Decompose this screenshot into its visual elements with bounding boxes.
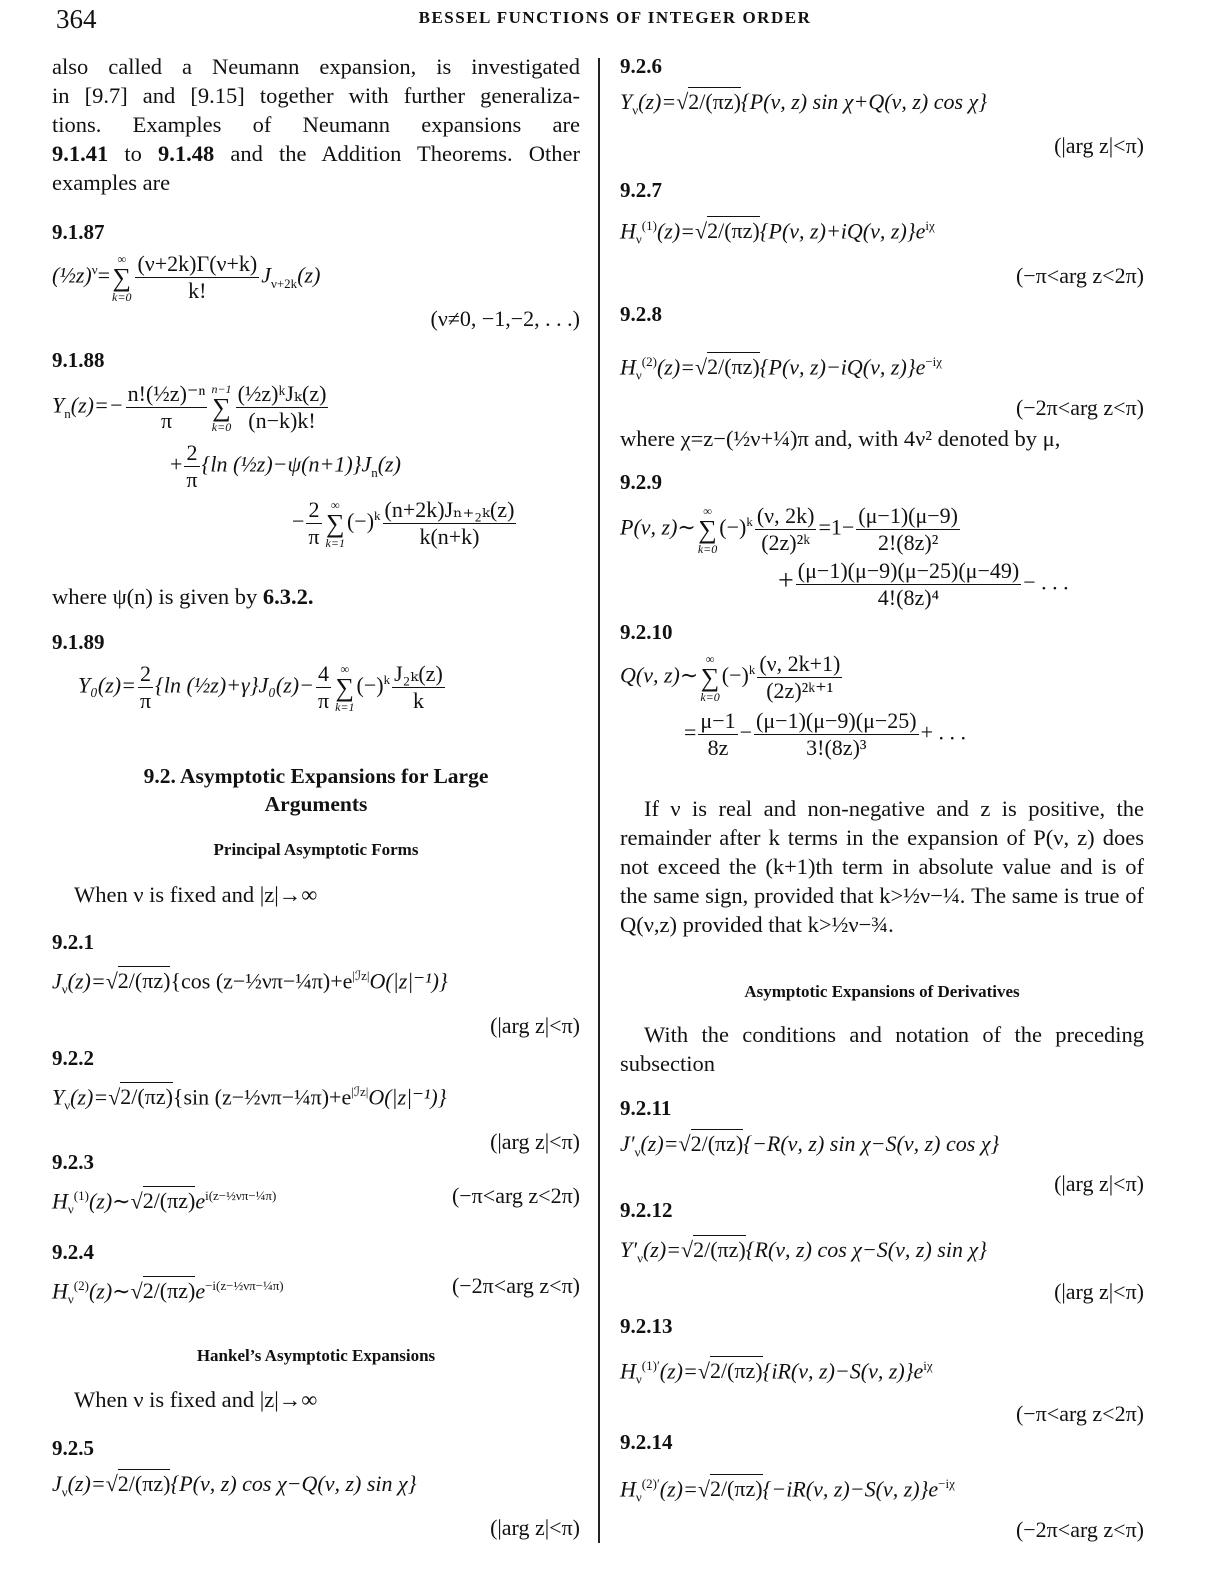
equation-line-1	[620, 651, 1144, 704]
exponent: i(z−½νπ−¼π)	[205, 1188, 277, 1203]
numerator: (μ−1)(μ−9)	[858, 503, 959, 528]
summation	[700, 652, 719, 704]
exponent: −iχ	[925, 354, 943, 369]
order-superscript: (1)′	[641, 1358, 660, 1373]
equation-body	[52, 1271, 580, 1315]
fraction	[236, 381, 329, 434]
fraction	[856, 503, 960, 556]
lhs: H	[52, 1278, 68, 1304]
lhs: Y	[52, 392, 65, 418]
sign: (−)	[719, 514, 747, 540]
denominator: 2!(8z)²	[877, 530, 939, 555]
exponent: k	[748, 662, 756, 678]
exponent: −iχ	[938, 1476, 955, 1491]
term: {ln (½z)+γ}J₀(z)−	[155, 672, 314, 698]
equation-line-2	[52, 440, 580, 493]
argument: (z)∼√	[88, 1278, 143, 1304]
numerator: (μ−1)(μ−9)(μ−25)	[756, 708, 917, 733]
condition: (ν≠0, −1,−2, . . .)	[430, 306, 580, 331]
equation-number: 9.2.5	[52, 1436, 94, 1460]
lhs: J	[52, 1471, 62, 1496]
equation-number: 9.2.9	[620, 470, 662, 494]
denominator: π	[317, 688, 330, 713]
equation-9-2-1	[52, 930, 580, 1039]
fraction	[184, 440, 199, 493]
sum-upper: ∞	[703, 503, 712, 518]
subscript: n	[64, 405, 71, 421]
lhs: Y₀(z)=	[78, 672, 136, 698]
sum-lower: k=0	[697, 541, 718, 556]
equation-9-2-9	[620, 470, 1144, 611]
term: {cos (z−½νπ−¼π)+e	[170, 968, 353, 994]
condition: (|arg z|<π)	[1054, 133, 1144, 159]
square-root: 2/(πz)	[117, 1471, 171, 1496]
term: {R(ν, z) cos χ−S(ν, z) sin χ}	[745, 1237, 987, 1262]
sum-lower: k=1	[325, 535, 345, 550]
equation-line-2	[620, 558, 1144, 611]
square-root: 2/(πz)	[688, 89, 741, 114]
square-root: 2/(πz)	[709, 1358, 763, 1384]
exponent: iχ	[925, 218, 935, 233]
equation-body	[52, 1181, 580, 1225]
square-root: 2/(πz)	[707, 354, 760, 380]
subscript: ν	[67, 1201, 74, 1217]
argument: (z)=√	[638, 89, 689, 114]
equation-ref: 9.1.48	[158, 141, 215, 166]
text-line	[52, 139, 580, 168]
numerator: (ν, 2k)	[756, 503, 815, 528]
denominator: π	[139, 688, 152, 713]
subscript: ν	[61, 981, 68, 997]
equals: =	[97, 262, 111, 288]
argument: (z)∼√	[88, 1188, 143, 1214]
condition: (|arg z|<π)	[1054, 1171, 1144, 1197]
square-root: 2/(πz)	[690, 1131, 744, 1156]
section-title-line: 9.2. Asymptotic Expansions for Large	[143, 764, 489, 788]
fraction	[306, 497, 321, 550]
denominator: π	[186, 467, 198, 492]
text-line: tions. Examples of Neumann expansions are	[52, 112, 580, 137]
equation-9-2-4	[52, 1240, 580, 1315]
equation-ref: 6.3.2.	[262, 584, 314, 609]
lhs: H	[620, 354, 636, 380]
equation-number: 9.2.12	[620, 1198, 673, 1222]
remainder-paragraph: If ν is real and non-negative and z is positive, the remainder after k terms in the expansion of P(ν, z) does not exceed the (k+1)th term in absolute value and is of the same sign, provided that k>½ν−¼. The same is true of Q(ν,z) provided that k>½ν−¾.	[620, 796, 1144, 937]
order-superscript: (2)	[641, 354, 657, 369]
denominator: k(n+k)	[419, 524, 480, 549]
sigma-icon: ∑	[335, 672, 355, 702]
summation	[112, 252, 131, 304]
lhs: J	[52, 968, 62, 994]
numerator: (μ−1)(μ−9)(μ−25)(μ−49)	[797, 558, 1020, 583]
equation-body	[620, 211, 1144, 255]
subsection-title-hankel: Hankel’s Asymptotic Expansions	[196, 1346, 436, 1365]
numerator: (½z)ᵏJₖ(z)	[237, 381, 327, 406]
minus: −	[739, 719, 753, 745]
summation	[326, 498, 345, 550]
sigma-icon: ∑	[698, 514, 717, 544]
equation-line-2	[620, 708, 1144, 761]
sum-lower: k=0	[700, 689, 720, 704]
equation-9-2-5	[52, 1436, 580, 1541]
equation-body	[52, 661, 580, 714]
equation-9-2-8	[620, 302, 1144, 421]
equation-9-2-10	[620, 620, 1144, 761]
running-title: BESSEL FUNCTIONS OF INTEGER ORDER	[418, 8, 812, 27]
numerator: 2	[184, 440, 199, 467]
sum-upper: ∞	[340, 661, 350, 676]
intro-paragraph	[52, 52, 580, 197]
equation-9-2-11	[620, 1096, 1144, 1197]
sigma-icon: ∑	[325, 508, 345, 538]
numerator: 2	[138, 661, 153, 688]
equation-body	[620, 1129, 1144, 1167]
lhs: Y	[52, 1084, 65, 1110]
equation-number: 9.2.8	[620, 302, 662, 326]
subscript: ν	[67, 1291, 74, 1307]
subscript: ν+2k	[270, 275, 298, 291]
denominator: 3!(8z)³	[806, 735, 867, 760]
fraction	[698, 708, 737, 761]
plus: +	[778, 565, 794, 597]
term: {P(ν, z) cos χ−Q(ν, z) sin χ}	[170, 1471, 417, 1496]
numerator: n!(½z)⁻ⁿ	[127, 381, 206, 406]
sum-upper: ∞	[330, 497, 340, 512]
term: e	[195, 1188, 206, 1214]
denominator: 8z	[707, 735, 729, 760]
argument: (z)=√	[640, 1131, 691, 1156]
equation-9-1-88	[52, 348, 580, 550]
equation-number: 9.2.7	[620, 178, 662, 202]
fraction	[392, 661, 445, 714]
equation-number: 9.1.89	[52, 630, 105, 654]
equation-body	[52, 1469, 580, 1507]
equation-body	[620, 1235, 1144, 1273]
sigma-icon: ∑	[212, 392, 231, 422]
argument: (z)=√	[659, 1358, 710, 1384]
term: {iR(ν, z)−S(ν, z)}e	[762, 1358, 924, 1384]
argument: (z)=√	[642, 1237, 694, 1262]
term: {P(ν, z)−iQ(ν, z)}e	[759, 354, 926, 380]
subscript: ν	[64, 1097, 71, 1113]
exponent: |ℐz|	[351, 1084, 369, 1099]
order-superscript: (2)′	[641, 1476, 660, 1491]
fraction	[755, 503, 817, 556]
term: {P(ν, z) sin χ+Q(ν, z) cos χ}	[740, 89, 988, 114]
denominator: π	[161, 408, 173, 433]
equals: =	[684, 719, 697, 745]
where-psi-text	[52, 582, 314, 611]
exponent: k	[383, 672, 391, 688]
square-root: 2/(πz)	[693, 1237, 746, 1262]
equation-number: 9.1.87	[52, 220, 105, 244]
subscript: n	[371, 464, 378, 480]
subscript: ν	[635, 1489, 642, 1505]
condition: (−2π<arg z<π)	[1015, 394, 1144, 420]
argument: (z)=√	[656, 218, 708, 244]
term: =1−	[818, 514, 855, 540]
plus: +	[170, 451, 183, 477]
text: to	[108, 141, 158, 166]
text: and the Addition Theorems. Other	[214, 141, 580, 166]
denominator: (n−k)k!	[248, 408, 316, 433]
lhs: (½z)	[52, 262, 92, 288]
fraction	[316, 661, 331, 714]
fraction	[126, 381, 208, 434]
lhs: J′	[620, 1131, 635, 1156]
equation-line-1	[52, 381, 580, 434]
ellipsis: − . . .	[1023, 569, 1069, 595]
condition: (−π<arg z<2π)	[451, 1183, 580, 1208]
condition: (−π<arg z<2π)	[1015, 1400, 1144, 1426]
sign: (−)	[356, 672, 384, 698]
sigma-icon: ∑	[700, 662, 720, 692]
argument: (z)=√	[656, 354, 708, 380]
page-number: 364	[56, 4, 97, 34]
term: e	[195, 1278, 206, 1304]
lhs: H	[620, 1476, 636, 1502]
condition: (−π<arg z<2π)	[1015, 262, 1144, 288]
lhs: Q(ν, z)∼	[620, 662, 699, 688]
exponent: iχ	[923, 1358, 933, 1373]
square-root: 2/(πz)	[707, 218, 760, 244]
equation-number: 9.2.4	[52, 1240, 94, 1264]
ellipsis: + . . .	[920, 719, 967, 745]
numerator: 2	[306, 497, 321, 524]
denominator: π	[308, 524, 320, 549]
fraction	[754, 708, 919, 761]
sign: (−)	[346, 508, 375, 534]
equation-number: 9.2.6	[620, 54, 662, 78]
term: {ln (½z)−ψ(n+1)}J	[201, 451, 372, 477]
term: {−iR(ν, z)−S(ν, z)}e	[762, 1476, 939, 1502]
argument: (z)=√	[70, 1084, 121, 1110]
summation	[335, 662, 354, 714]
order-superscript: (1)	[73, 1188, 89, 1203]
lhs: H	[52, 1188, 68, 1214]
equation-body	[52, 961, 580, 1005]
text-line: also called a Neumann expansion, is investigated	[52, 54, 580, 79]
exponent: −i(z−½νπ−¼π)	[205, 1278, 284, 1293]
term: {−R(ν, z) sin χ−S(ν, z) cos χ}	[743, 1131, 1000, 1156]
subscript: ν	[635, 1371, 642, 1387]
subscript: ν	[635, 231, 642, 247]
subscript: ν	[61, 1484, 68, 1500]
lhs: H	[620, 218, 636, 244]
argument: (z)	[377, 451, 401, 477]
equation-9-2-3	[52, 1150, 580, 1225]
equation-ref: 9.1.41	[52, 141, 109, 166]
fraction	[383, 497, 517, 550]
subscript: ν	[632, 102, 639, 118]
denominator: 4!(8z)⁴	[877, 585, 940, 610]
numerator: J₂ₖ(z)	[394, 661, 443, 686]
equation-body	[620, 1469, 1144, 1513]
subsection-title-principal: Principal Asymptotic Forms	[213, 840, 419, 859]
sum-upper: ∞	[117, 251, 127, 266]
numerator: μ−1	[700, 708, 736, 733]
square-root: 2/(πz)	[709, 1476, 763, 1502]
sum-lower: k=0	[112, 289, 132, 304]
lhs: P(ν, z)∼	[620, 514, 696, 540]
equation-number: 9.2.10	[620, 620, 673, 644]
bessel-j: J	[261, 262, 271, 288]
equation-number: 9.2.1	[52, 930, 94, 954]
equation-number: 9.2.2	[52, 1046, 94, 1070]
equation-line-1	[620, 503, 1144, 556]
derivatives-intro: With the conditions and notation of the preceding subsection	[620, 1022, 1144, 1076]
text-line: examples are	[52, 170, 171, 195]
equation-9-2-2	[52, 1046, 580, 1155]
equation-number: 9.2.13	[620, 1314, 673, 1338]
square-root: 2/(πz)	[117, 968, 171, 994]
summation	[211, 382, 231, 434]
section-title	[52, 762, 580, 818]
condition-text: When ν is fixed and |z|→∞	[74, 1387, 318, 1412]
equation-body	[620, 87, 1144, 125]
fraction	[796, 558, 1021, 611]
square-root: 2/(πz)	[142, 1188, 196, 1214]
equation-line-3	[52, 497, 580, 550]
column-divider	[598, 58, 600, 1543]
condition: (−2π<arg z<π)	[451, 1273, 580, 1298]
equation-9-2-14	[620, 1430, 1144, 1543]
condition: (|arg z|<π)	[1054, 1279, 1144, 1305]
condition: (|arg z|<π)	[490, 1128, 580, 1154]
subsection-title-derivatives: Asymptotic Expansions of Derivatives	[744, 982, 1020, 1001]
equation-body	[620, 1351, 1144, 1395]
condition-text: When ν is fixed and |z|→∞	[74, 882, 318, 907]
sum-upper: ∞	[705, 651, 715, 666]
term: O(|z|⁻¹)}	[369, 968, 448, 994]
equation-number: 9.1.88	[52, 348, 105, 372]
denominator: (2z)²ᵏ⁺¹	[766, 678, 834, 703]
equation-body	[52, 1077, 580, 1121]
fraction	[135, 251, 259, 304]
numerator: (ν+2k)Γ(ν+k)	[137, 251, 258, 276]
lhs: H	[620, 1358, 636, 1384]
equation-number: 9.2.3	[52, 1150, 94, 1174]
numerator: 4	[316, 661, 331, 688]
denominator: k	[412, 688, 424, 713]
sign: (−)	[721, 662, 749, 688]
order-superscript: (2)	[73, 1278, 89, 1293]
equation-number: 9.2.11	[620, 1096, 672, 1120]
square-root: 2/(πz)	[120, 1084, 173, 1110]
argument: (z)=√	[67, 1471, 118, 1496]
section-title-line: Arguments	[264, 792, 368, 816]
where-chi-text: where χ=z−(½ν+¼)π and, with 4ν² denoted by μ,	[620, 426, 1061, 451]
square-root: 2/(πz)	[142, 1278, 196, 1304]
denominator: k!	[188, 278, 207, 303]
sum-lower: k=1	[335, 699, 355, 714]
condition: (|arg z|<π)	[490, 1012, 580, 1038]
argument: (z)	[297, 262, 321, 288]
text: where ψ(n) is given by	[52, 584, 263, 609]
condition: (|arg z|<π)	[490, 1515, 580, 1541]
numerator: (ν, 2k+1)	[759, 651, 841, 676]
subscript: ν	[637, 1250, 643, 1266]
condition: (−2π<arg z<π)	[1015, 1516, 1144, 1542]
sigma-icon: ∑	[112, 262, 132, 292]
denominator: (2z)²ᵏ	[761, 530, 811, 555]
fraction	[757, 651, 842, 704]
exponent: |ℐz|	[352, 968, 370, 983]
summation	[698, 504, 717, 556]
argument: (z)=√	[659, 1476, 710, 1502]
term: O(|z|⁻¹)}	[368, 1084, 447, 1110]
fraction	[138, 661, 153, 714]
equation-body	[620, 347, 1144, 391]
equation-9-1-89	[52, 630, 580, 714]
equation-9-2-6	[620, 54, 1144, 159]
exponent: k	[746, 514, 753, 530]
minus: −	[292, 508, 305, 534]
text-line: in [9.7] and [9.15] together with further generaliza-	[52, 83, 580, 108]
equation-body	[52, 251, 580, 304]
argument: (z)=−	[70, 392, 124, 418]
sum-lower: k=0	[211, 419, 232, 434]
argument: (z)=√	[67, 968, 118, 994]
equation-9-2-12	[620, 1198, 1144, 1305]
equation-number: 9.2.14	[620, 1430, 673, 1454]
subscript: ν	[635, 367, 642, 383]
numerator: (n+2k)Jₙ₊₂ₖ(z)	[384, 497, 515, 522]
equation-9-2-13	[620, 1314, 1144, 1427]
lhs: Y	[620, 89, 633, 114]
term: {sin (z−½νπ−¼π)+e	[172, 1084, 352, 1110]
sum-upper: n−1	[211, 381, 232, 396]
equation-9-2-7	[620, 178, 1144, 289]
equation-9-1-87	[52, 220, 580, 332]
term: {P(ν, z)+iQ(ν, z)}e	[759, 218, 926, 244]
order-superscript: (1)	[641, 218, 657, 233]
exponent: ν	[91, 262, 98, 278]
lhs: Y′	[620, 1237, 638, 1262]
exponent: k	[374, 508, 381, 524]
subscript: ν	[634, 1144, 641, 1160]
